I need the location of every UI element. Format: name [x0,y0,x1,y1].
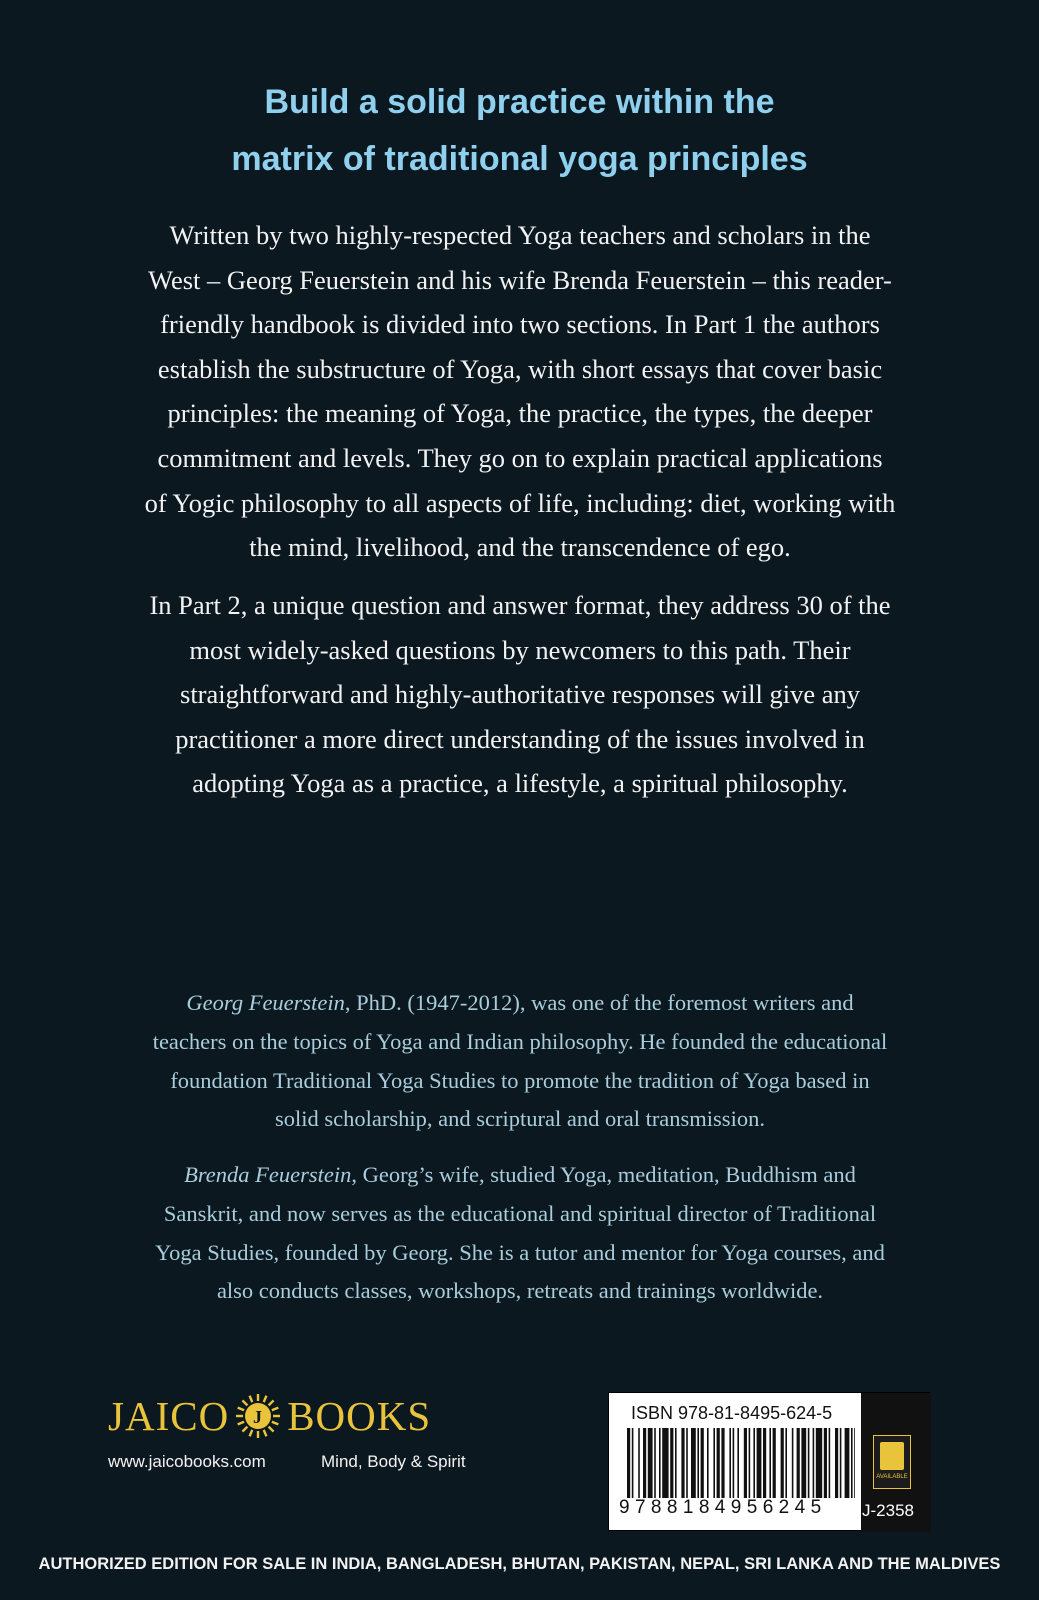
barcode-bar [638,1428,640,1498]
barcode-bar [835,1428,838,1498]
sun-ray [238,1408,244,1411]
catalog-code: J-2358 [862,1501,914,1520]
author-name: Brenda Feuerstein [184,1162,352,1187]
publisher-name-right: BOOKS [287,1393,432,1439]
text-line: adopting Yoga as a practice, a lifestyle, a spiritual philosophy. [192,768,848,799]
barcode-bar [744,1428,747,1498]
text-line: solid scholarship, and scriptural and oral transmission. [275,1106,765,1132]
barcode-bar [721,1428,724,1498]
text-line: Yoga Studies, founded by Georg. She is a tutor and mentor for Yoga courses, and [155,1239,885,1265]
barcode-bar [729,1428,731,1498]
barcode-bar [829,1428,831,1498]
ebook-badge-label: AVAILABLE [876,1474,908,1480]
text-line: commitment and levels. They go on to explain practical applications [157,442,883,473]
barcode-bar [757,1428,762,1498]
author-bio-brenda [100,1156,940,1311]
barcode-bar [659,1428,661,1498]
barcode-bar [675,1428,677,1498]
text-line: practitioner a more direct understanding of the issues involved in [175,723,865,754]
text-line: foundation Traditional Yoga Studies to promote the tradition of Yoga based in [170,1067,870,1093]
barcode-bar [792,1428,794,1498]
barcode-bar [670,1428,673,1498]
barcode-bar [733,1428,735,1498]
publisher-logo [108,1392,431,1440]
logo-letter: J [253,1407,264,1427]
author-name: Georg Feuerstein [186,990,345,1015]
text-line [100,984,940,1023]
text-line: straightforward and highly-authoritative responses will give any [180,679,860,710]
ebook-badge-inner [880,1442,904,1470]
barcode-bar [813,1428,815,1498]
text-line [100,1156,940,1195]
sun-ray [264,1396,267,1402]
text-line: the mind, livelihood, and the transcendence of ego. [249,532,791,563]
barcode-bar [697,1428,699,1498]
ebook-available-icon [873,1435,911,1489]
headline-line-1: Build a solid practice within the [264,83,775,121]
barcode-bar [851,1428,853,1498]
barcode-bars [627,1428,855,1498]
sun-ray [250,1396,253,1402]
description-paragraph-2 [100,583,940,806]
author-bio-georg [100,984,940,1139]
text-line: Sanskrit, and now serves as the educational and spiritual director of Traditional [163,1200,877,1226]
text-line: also conducts classes, workshops, retreats and trainings worldwide. [216,1278,824,1304]
barcode-digits: 9788184956245 [619,1497,827,1518]
text-line: teachers on the topics of Yoga and Indian philosophy. He founded the educational [152,1028,888,1054]
description-paragraph-1 [100,213,940,570]
barcode-bar [824,1428,827,1498]
barcode-bar [632,1428,634,1498]
text-line: West – Georg Feuerstein and his wife Brenda Feuerstein – this reader- [148,264,892,295]
barcode-panel [608,1392,930,1531]
barcode-bar [845,1428,850,1498]
publisher-name-left: JAICO [108,1393,230,1439]
sun-ray [238,1422,244,1425]
barcode-bar [763,1428,766,1498]
rights-notice: AUTHORIZED EDITION FOR SALE IN INDIA, BANGLADESH, BHUTAN, PAKISTAN, NEPAL, SRI LANKA AND THE MALDIVES [38,1555,1001,1573]
barcode-bar [686,1428,688,1498]
barcode-bar [654,1428,656,1498]
sun-ray [243,1400,248,1405]
barcode-bar [797,1428,800,1498]
sun-ray [272,1408,278,1411]
barcode-bar [627,1428,630,1498]
sun-logo-icon [235,1393,281,1439]
barcode-bar [816,1428,822,1498]
barcode-bar [691,1428,696,1498]
text-line: of Yogic philosophy to all aspects of life, including: diet, working with [144,487,896,518]
sun-ray [243,1427,248,1432]
barcode-bar [707,1428,709,1498]
sun-ray [250,1430,253,1436]
barcode-bar [781,1428,784,1498]
barcode-bar [662,1428,668,1498]
publisher-website: www.jaicobooks.com [108,1452,266,1471]
headline-line-2: matrix of traditional yoga principles [231,140,808,178]
barcode-bar [773,1428,776,1498]
barcode-bar [701,1428,704,1498]
barcode-bar [785,1428,787,1498]
text-line: most widely-asked questions by newcomers to this path. Their [189,634,851,665]
barcode-bar [713,1428,715,1498]
text-line: principles: the meaning of Yoga, the practice, the types, the deeper [167,398,873,429]
book-category: Mind, Body & Spirit [321,1452,466,1471]
barcode-bar [854,1428,855,1498]
text-line: establish the substructure of Yoga, with short essays that cover basic [157,353,883,384]
text-fragment: , Georg’s wife, studied Yoga, meditation, Buddhism and [351,1162,856,1187]
isbn-label: ISBN 978-81-8495-624-5 [631,1403,833,1423]
barcode-bar [648,1428,653,1498]
barcode-bar [801,1428,806,1498]
sun-ray [269,1400,274,1405]
barcode-bar [643,1428,646,1498]
barcode-bar [737,1428,739,1498]
barcode-bar [717,1428,720,1498]
sun-ray [269,1427,274,1432]
barcode-bar [681,1428,684,1498]
text-line: friendly handbook is divided into two sections. In Part 1 the authors [160,309,880,340]
barcode-bar [769,1428,771,1498]
barcode-bar [808,1428,810,1498]
barcode-bar [749,1428,751,1498]
sun-ray [272,1422,278,1425]
barcode-bar [840,1428,842,1498]
text-line: In Part 2, a unique question and answer format, they address 30 of the [149,590,891,620]
text-fragment: , PhD. (1947-2012), was one of the foremost writers and [344,990,854,1015]
headline [0,74,1039,188]
text-line: Written by two highly-respected Yoga teachers and scholars in the [169,220,871,250]
sun-ray [264,1430,267,1436]
barcode-bar [753,1428,755,1498]
